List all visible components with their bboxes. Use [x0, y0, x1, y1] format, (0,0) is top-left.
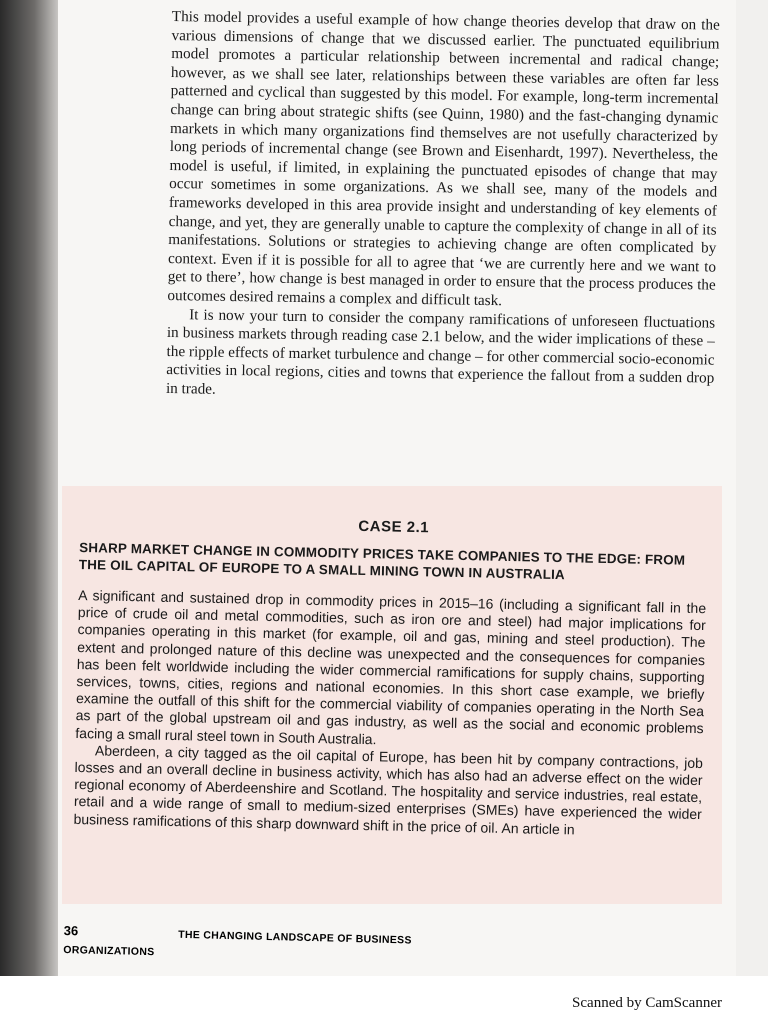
body-text: [166, 8, 720, 407]
case-title: SHARP MARKET CHANGE IN COMMODITY PRICES TAKE COMPANIES TO THE EDGE: FROM THE OIL CAPITAL OF EUROPE TO A SMALL MINING TOWN IN AUSTRALIA: [78, 539, 686, 583]
body-paragraph-1: This model provides a useful example of how change theories develop that draw on the various dimensions of change that we discussed earlier. The punctuated equilibrium model promotes a particular relationship between incremental and radical change; however, as we shall see later, relationships between these variables are often far less patterned and cyclical than suggested by this model. For example, long-term incremental change can bring about strategic shifts (see Quinn, 1980) and the fast-changing dynamic markets in which many organizations find themselves are not usefully characterized by long periods of incremental change (see Brown and Eisenhardt, 1997). Nevertheless, the model is useful, if limited, in explaining the punctuated episodes of change that may occur sometimes in some organizations. As we shall see, many of the models and frameworks developed in this area provide insight and understanding of key elements of change, and yet, they are generally unable to capture the complexity of change in all of its manifestations. Solutions or strategies to achieving change are often complicated by context. Even if it is possible for all to agree that ‘we are currently here and we want to get to there’, how change is best managed in order to ensure that the process produces the outcomes desired remains a complex and difficult task.: [167, 8, 720, 310]
scanner-label: Scanned by CamScanner: [572, 995, 722, 1011]
case-paragraph-1: A significant and sustained drop in commodity prices in 2015–16 (including a significant fall in the price of crude oil and metal commodities, such as iron ore and steel) had major implications for companies operating in this market (for example, oil and gas, mining and steel production). The extent and prolonged nature of this decline was unexpected and the consequences for companies has been felt worldwide including the wider commercial ramifications for supply chains, supporting services, towns, cities, regions and national economies. In this short case example, we briefly examine the outfall of this shift for the commercial viability of companies operating in the North Sea as part of the global upstream oil and gas industry, as well as the social and economic problems facing a small rural steel town in South Australia.: [75, 586, 707, 747]
book-spine-shadow: [0, 0, 62, 1024]
scanner-strip: [0, 976, 768, 1024]
running-head: THE CHANGING LANDSCAPE OF BUSINESS ORGANIZATIONS: [63, 928, 412, 959]
body-paragraph-2: It is now your turn to consider the company ramifications of unforeseen fluctuations in business markets through reading case 2.1 below, and the wider implications of these – the ripple effects of market turbulence and change – for other commercial socio-economic activities in local regions, cities and towns that experience the fallout from a sudden drop in trade.: [165, 305, 716, 398]
case-paragraph-2: Aberdeen, a city tagged as the oil capital of Europe, has been hit by company contractions, job losses and an overall decline in business activity, which has also had an adverse effect on the wider regional economy of Aberdeenshire and Scotland. The hospitality and service industries, real estate, retail and a wide range of small to medium-sized enterprises (SMEs) have experienced the wider business ramifications of this sharp downward shift in the price of oil. An article in: [73, 742, 704, 838]
case-heading: CASE 2.1: [358, 517, 430, 537]
page-number: 36: [63, 922, 79, 939]
case-content: [73, 512, 707, 841]
case-text: [73, 587, 706, 841]
